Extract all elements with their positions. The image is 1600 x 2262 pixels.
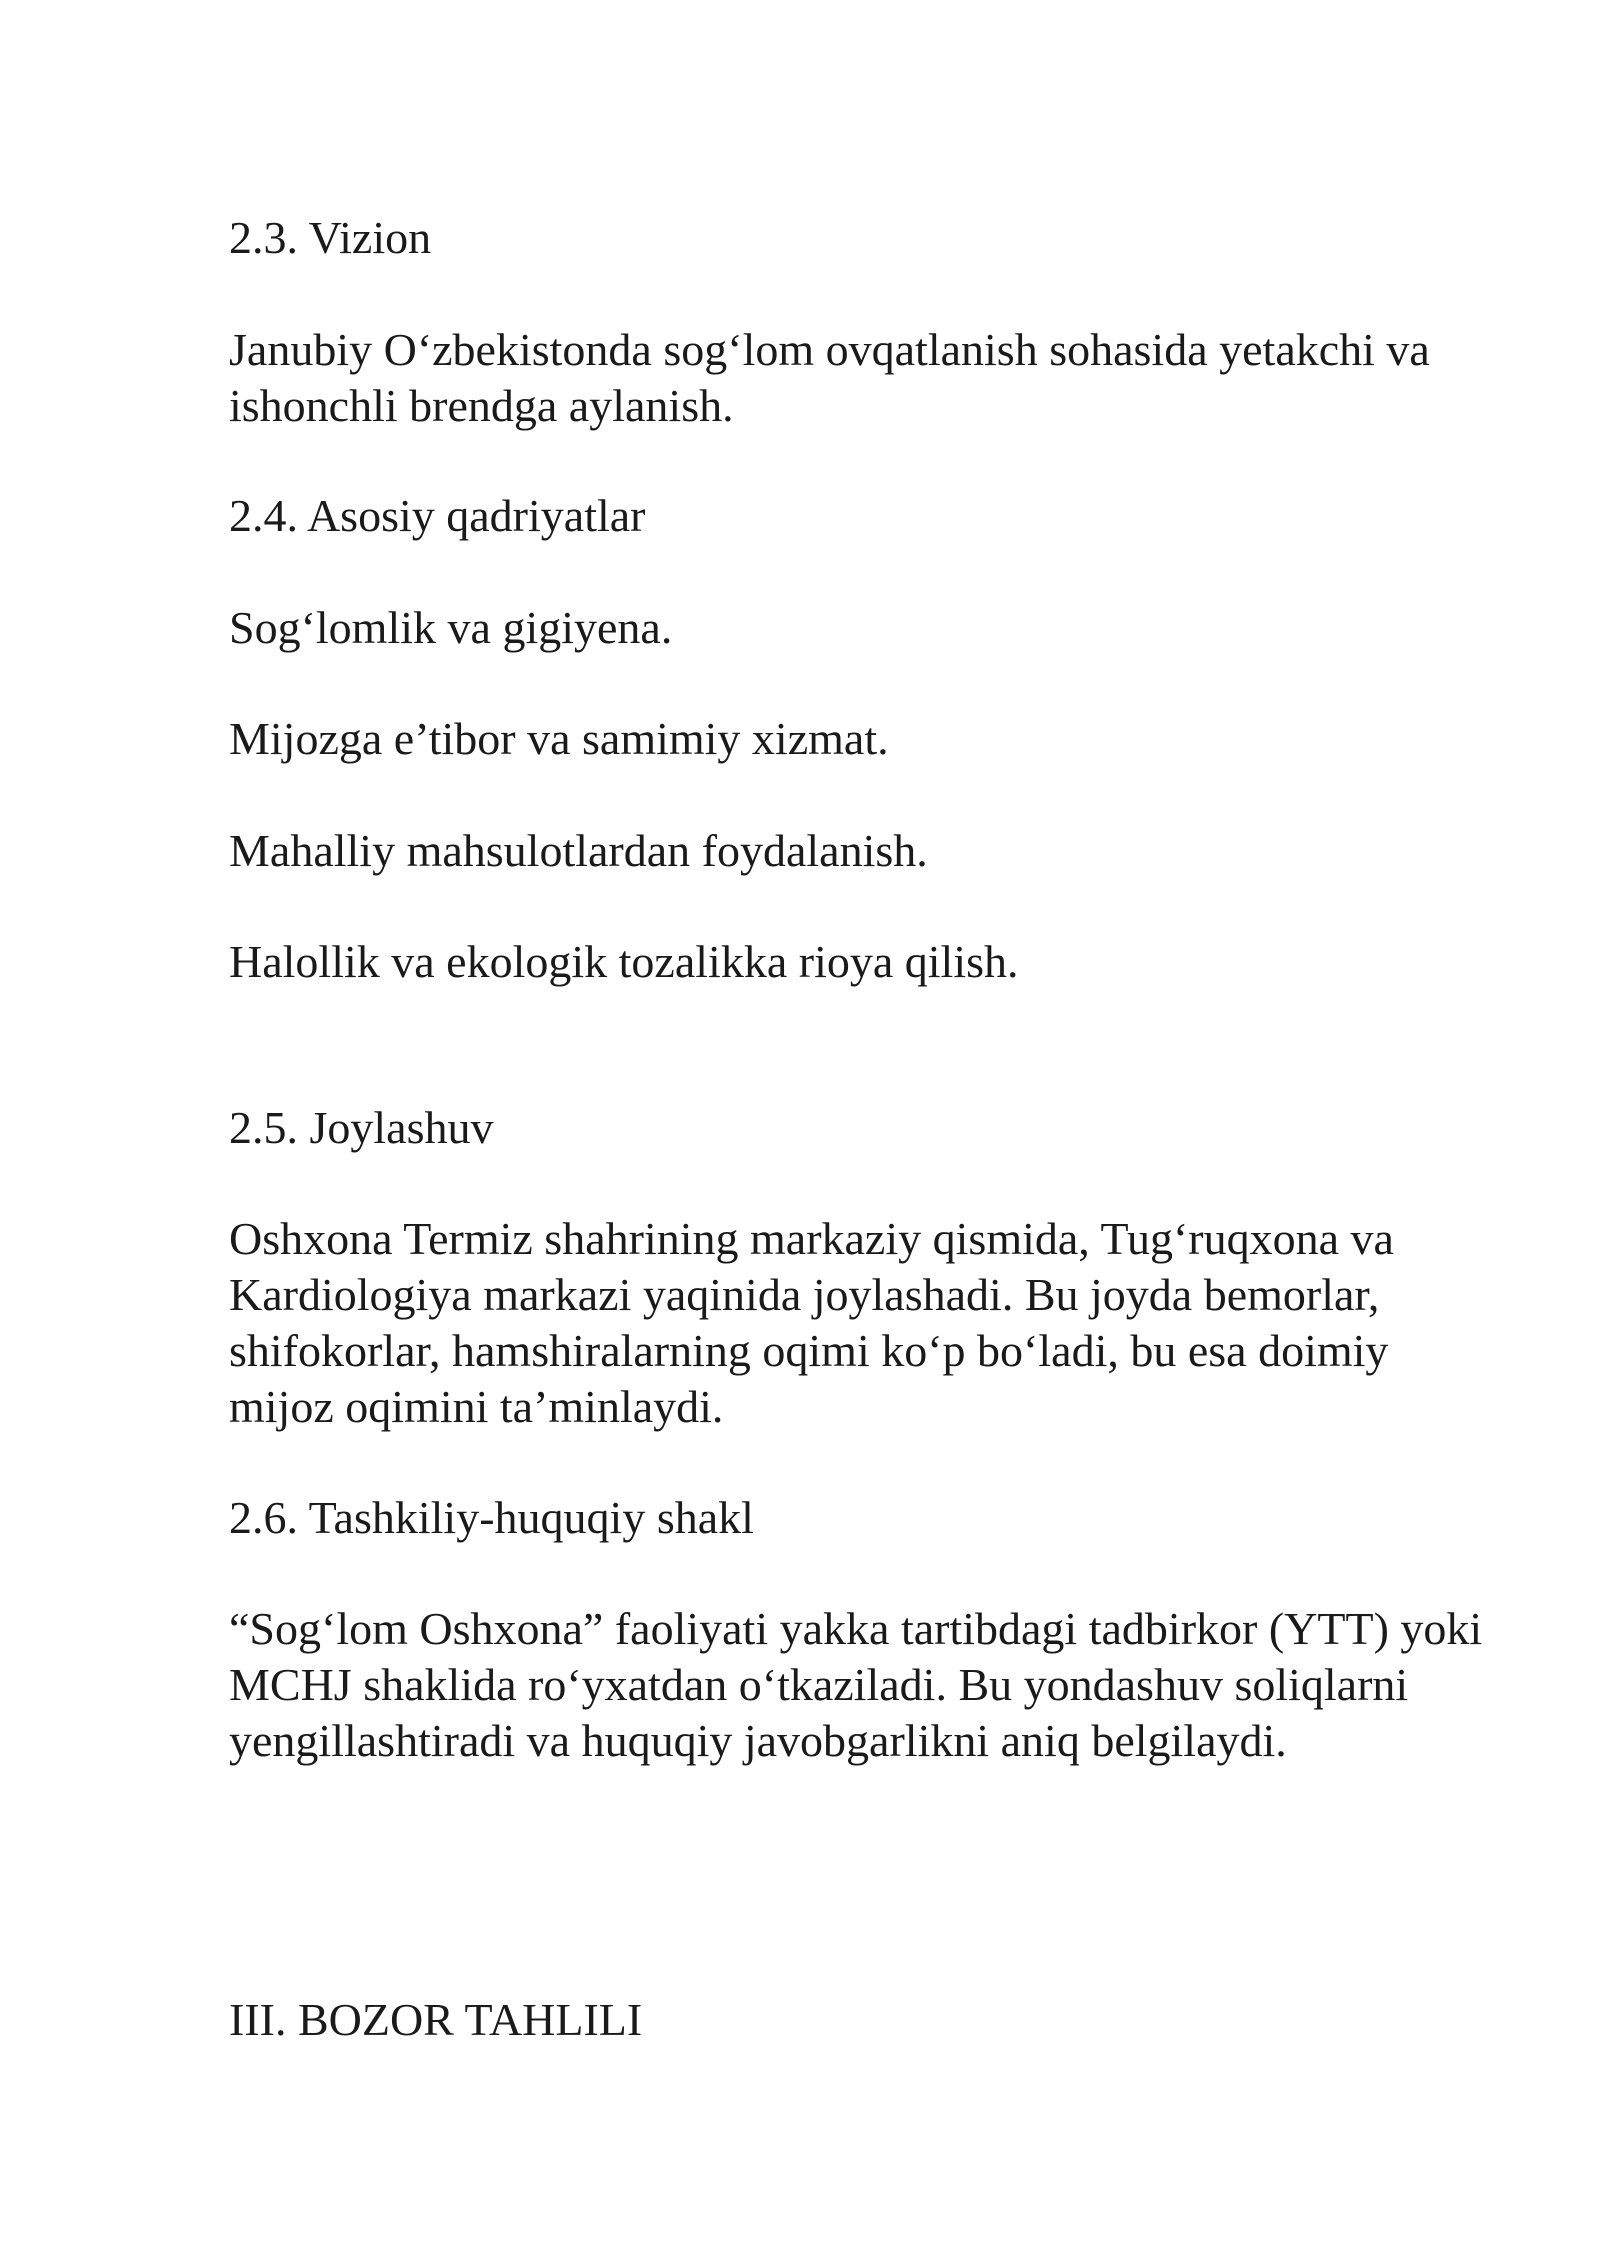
section-heading-asosiy-qadriyatlar: 2.4. Asosiy qadriyatlar [229,490,646,541]
section-heading-tashkiliy-huquqiy-shakl: 2.6. Tashkiliy-huquqiy shakl [229,1492,754,1543]
tashkiliy-huquqiy-paragraph: “Sog‘lom Oshxona” faoliyati yakka tartibdagi tadbirkor (YTT) yoki MCHJ shaklida ro‘yxatdan o‘tkaziladi. Bu yondashuv soliqlarni yengillashtiradi va huquqiy javobgarlikni aniq belgilaydi. [229,1603,1483,1766]
vizion-paragraph: Janubiy O‘zbekistonda sog‘lom ovqatlanish sohasida yetakchi va ishonchli brendga aylanish. [229,324,1430,431]
value-item: Sog‘lomlik va gigiyena. [229,602,673,653]
value-item: Mijozga e’tibor va samimiy xizmat. [229,713,889,764]
value-item: Mahalliy mahsulotlardan foydalanish. [229,825,928,876]
section-heading-joylashuv: 2.5. Joylashuv [229,1102,494,1153]
value-item: Halollik va ekologik tozalikka rioya qilish. [229,936,1019,987]
section-heading-vizion: 2.3. Vizion [229,212,432,263]
joylashuv-paragraph: Oshxona Termiz shahrining markaziy qismida, Tug‘ruqxona va Kardiologiya markazi yaqinida joylashadi. Bu joyda bemorlar, shifokorlar, hamshiralarning oqimi ko‘p bo‘ladi, bu esa doimiy mijoz oqimini ta’minlaydi. [229,1213,1394,1432]
chapter-heading-bozor-tahlili: III. BOZOR TAHLILI [229,1994,643,2045]
